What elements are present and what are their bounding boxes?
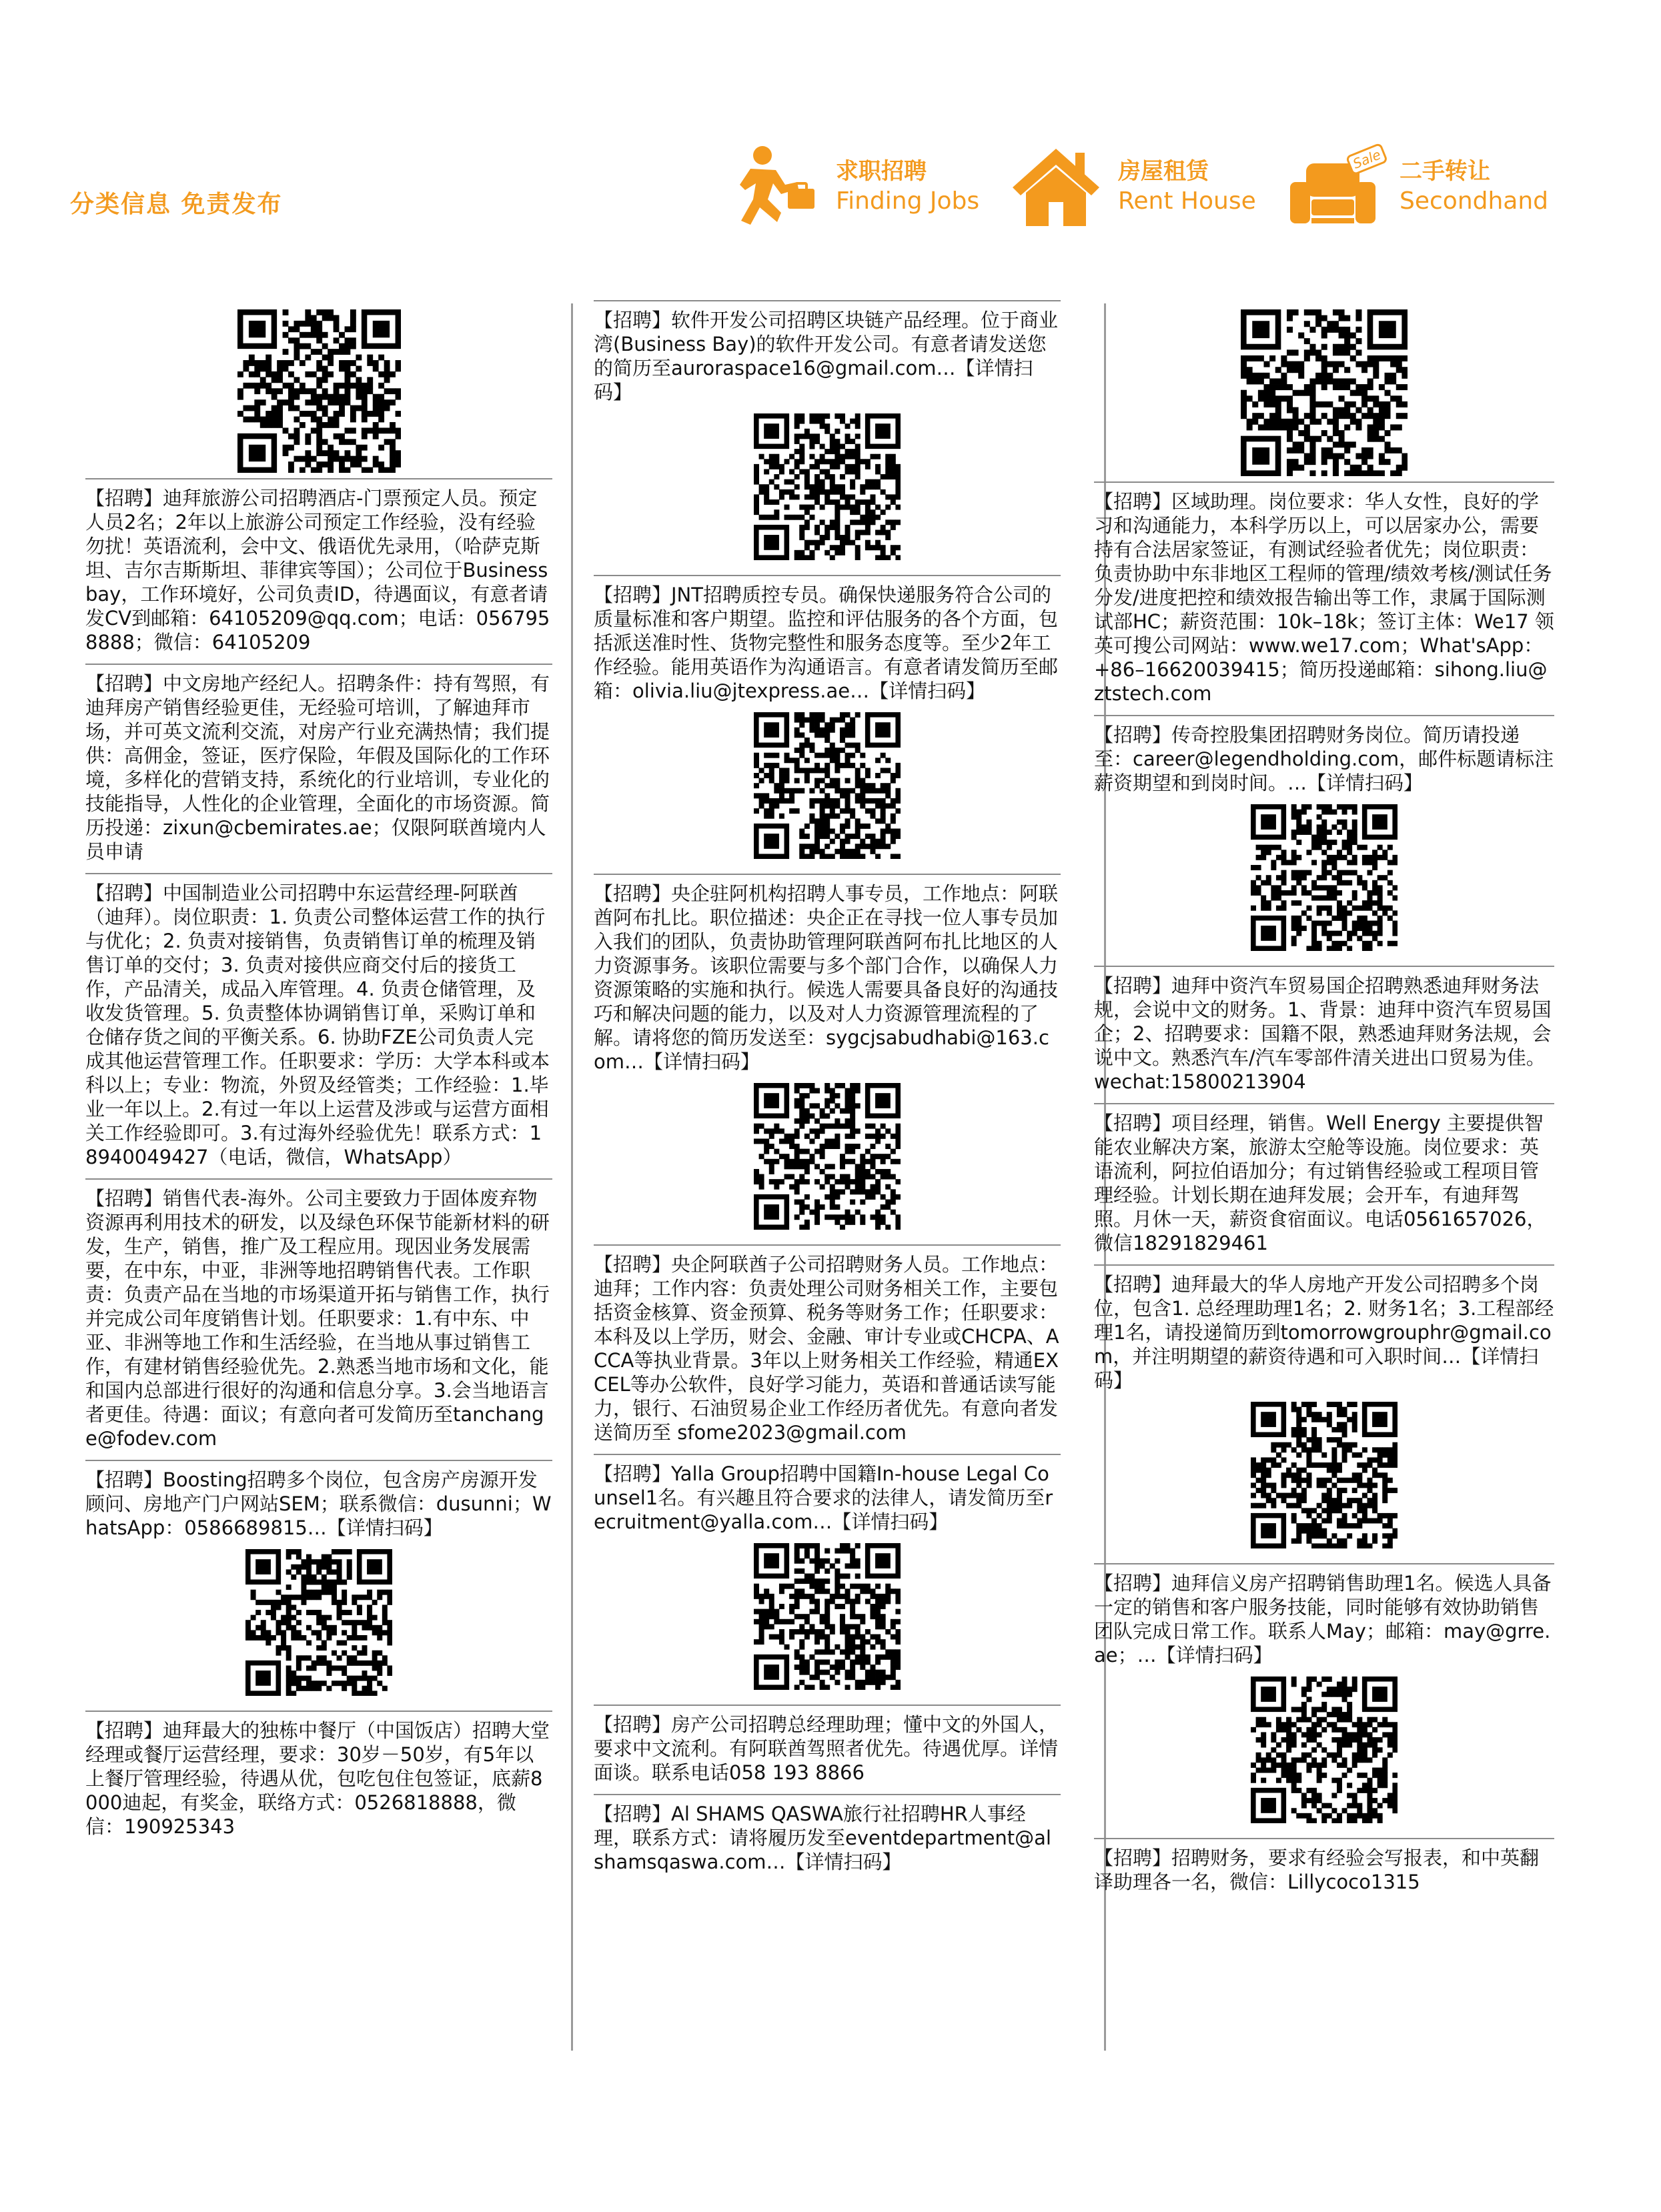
qr-code-icon[interactable] bbox=[754, 413, 901, 560]
qr-code-icon[interactable] bbox=[245, 1549, 392, 1696]
classified-ad bbox=[1094, 1103, 1554, 1264]
ad-text: 【招聘】项目经理，销售。Well Energy 主要提供智能农业解决方案，旅游太空舱等设施。岗位要求：英语流利，阿拉伯语加分；有过销售经验或工程项目管理经验。计划长期在迪拜发展；会开车，有迪拜驾照。月休一天，薪资食宿面议。电话0561657026，微信18291829461 bbox=[1094, 1112, 1546, 1254]
classified-ad bbox=[594, 1794, 1061, 1883]
qr-code-icon[interactable] bbox=[754, 1083, 901, 1230]
ad-separator bbox=[85, 1711, 552, 1712]
ad-text: 【招聘】央企驻阿机构招聘人事专员，工作地点：阿联酋阿布扎比。职位描述：央企正在寻找一位人事专员加入我们的团队，负责协助管理阿联酋阿布扎比地区的人力资源事务。该职位需要与多个部门合作，以确保人力资源策略的实施和执行。候选人需要具备良好的沟通技巧和解决问题的能力，以及对人力资源管理流程的了解。请将您的简历发送至：sygcjsabudhabi@163.com…【详情扫码】 bbox=[594, 882, 1059, 1073]
ad-separator bbox=[594, 1705, 1061, 1706]
category-secondhand[interactable] bbox=[1287, 143, 1548, 230]
ad-text: 【招聘】中国制造业公司招聘中东运营经理-阿联酋（迪拜）。岗位职责：1. 负责公司整体运营工作的执行与优化；2. 负责对接销售，负责销售订单的梳理及销售订单的交付；3. 负责对接供应商交付后的接货工作，产品清关，成品入库管理。4. 负责仓储管理，及收发货管理。5. 负责整体协调销售订单，采购订单和仓储存货之间的平衡关系。6. 协助FZE公司负责人完成其他运营管理工作。任职要求：学历：大学本科或本科以上；专业：物流，外贸及经管类；工作经验：1.毕业一年以上。2.有过一年以上运营及涉或与运营方面相关工作经验即可。3.有过海外经验优先！联系方式：18940049427（电话，微信，WhatsApp） bbox=[85, 882, 550, 1168]
classified-ad bbox=[1094, 1264, 1554, 1563]
ad-separator bbox=[1094, 1103, 1554, 1104]
category-label-zh: 求职招聘 bbox=[836, 158, 927, 185]
classified-ad bbox=[85, 1711, 552, 1848]
column-divider bbox=[571, 303, 573, 2051]
ad-separator bbox=[85, 664, 552, 665]
ad-separator bbox=[594, 575, 1061, 576]
classified-ad bbox=[1094, 1563, 1554, 1838]
ad-text: 【招聘】销售代表-海外。公司主要致力于固体废弃物资源再利用技术的研发，以及绿色环保节能新材料的研发，生产，销售，推广及工程应用。现因业务发展需要，在中东，中亚，非洲等地招聘销售代表。工作职责：负责产品在当地的市场渠道开拓与销售工作，执行并完成公司年度销售计划。任职要求：1.有中东、中亚、非洲等地工作和生活经验，在当地从事过销售工作，有建材销售经验优先。2.熟悉当地市场和文化，能和国内总部进行很好的沟通和信息分享。3.会当地语言者更佳。待遇：面议；有意向者可发简历至tanchange@fodev.com bbox=[85, 1187, 550, 1450]
ad-separator bbox=[1094, 1563, 1554, 1564]
category-label-zh: 房屋租赁 bbox=[1118, 158, 1209, 185]
ad-text: 【招聘】迪拜最大的独栋中餐厅（中国饭店）招聘大堂经理或餐厅运营经理，要求：30岁－50岁，有5年以上餐厅管理经验，待遇从优，包吃包住包签证，底薪8000迪起，有奖金，联络方式：0526818888，微信：190925343 bbox=[85, 1719, 550, 1838]
running-man-briefcase-icon bbox=[724, 143, 824, 230]
classified-ad bbox=[1094, 966, 1554, 1103]
ad-text: 【招聘】央企阿联酋子公司招聘财务人员。工作地点：迪拜；工作内容：负责处理公司财务相关工作，主要包括资金核算、资金预算、税务等财务工作；任职要求：本科及以上学历，财会、金融、审计专业或CHCPA、ACCA等执业背景。3年以上财务相关工作经验，精通EXCEL等办公软件，良好学习能力，英语和普通话读写能力，银行、石油贸易企业工作经历者优先。有意向者发送简历至 sfome2023@gmail.com bbox=[594, 1253, 1059, 1444]
ad-separator bbox=[594, 300, 1061, 301]
classified-ad bbox=[594, 1244, 1061, 1454]
ads-column-1 bbox=[85, 300, 552, 1848]
ad-text: 【招聘】迪拜旅游公司招聘酒店-门票预定人员。预定人员2名；2年以上旅游公司预定工作经验，没有经验勿扰！英语流利，会中文、俄语优先录用，（哈萨克斯坦、吉尔吉斯斯坦、菲律宾等国）；公司位于Business bay，工作环境好，公司负责ID，待遇面议，有意者请发CV到邮箱：64105209@qq.com；电话：0567958888；微信：64105209 bbox=[85, 487, 554, 654]
category-label-en: Finding Jobs bbox=[836, 187, 980, 215]
ad-separator bbox=[85, 1460, 552, 1461]
ad-text: 【招聘】迪拜最大的华人房地产开发公司招聘多个岗位，包含1. 总经理助理1名；2. 财务1名；3.工程部经理1名，请投递简历到tomorrowgrouphr@gmail.com，并注明期望的薪资待遇和可入职时间…【详情扫码】 bbox=[1094, 1273, 1554, 1392]
ad-separator bbox=[85, 1178, 552, 1180]
classified-ad bbox=[594, 1705, 1061, 1794]
qr-code-icon[interactable] bbox=[1251, 804, 1398, 951]
classified-ad bbox=[1094, 715, 1554, 966]
ad-separator bbox=[1094, 966, 1554, 967]
house-icon bbox=[1006, 143, 1106, 230]
classified-ad bbox=[1094, 1838, 1554, 1903]
ad-text: 【招聘】Al SHAMS QASWA旅行社招聘HR人事经理，联系方式：请将履历发至eventdepartment@alshamsqaswa.com…【详情扫码】 bbox=[594, 1803, 1051, 1873]
sale-badge-text: Sale bbox=[1350, 146, 1383, 172]
classified-ad bbox=[85, 664, 552, 873]
classified-ad bbox=[85, 1460, 552, 1711]
classified-ad bbox=[1094, 481, 1554, 715]
qr-code-icon[interactable] bbox=[1251, 1677, 1398, 1823]
ad-separator bbox=[1094, 715, 1554, 716]
ad-separator bbox=[594, 1794, 1061, 1795]
ad-text: 【招聘】软件开发公司招聘区块链产品经理。位于商业湾(Business Bay)的软件开发公司。有意者请发送您的简历至auroraspace16@gmail.com…【详情扫码】 bbox=[594, 309, 1059, 403]
ad-text: 【招聘】房产公司招聘总经理助理；懂中文的外国人，要求中文流利。有阿联酋驾照者优先。待遇优厚。详情面谈。联系电话058 193 8866 bbox=[594, 1713, 1059, 1784]
category-label-en: Rent House bbox=[1118, 187, 1256, 215]
classified-ad bbox=[85, 478, 552, 664]
ad-text: 【招聘】Boosting招聘多个岗位，包含房产房源开发顾问、房地产门户网站SEM；联系微信：dusunni；WhatsApp：0586689815…【详情扫码】 bbox=[85, 1468, 552, 1539]
ad-text: 【招聘】JNT招聘质控专员。确保快递服务符合公司的质量标准和客户期望。监控和评估服务的各个方面，包括派送准时性、货物完整性和服务态度等。至少2年工作经验。能用英语作为沟通语言。有意者请发简历至邮箱：olivia.liu@jtexpress.ae…【详情扫码】 bbox=[594, 584, 1059, 702]
classified-ad bbox=[594, 874, 1061, 1244]
ads-column-3 bbox=[1094, 300, 1554, 1903]
ad-text: 【招聘】区域助理。岗位要求：华人女性，良好的学习和沟通能力，本科学历以上，可以居家办公，需要持有合法居家签证，有测试经验者优先；岗位职责：负责协助中东非地区工程师的管理/绩效考核/测试任务分发/进度把控和绩效报告输出等工作，隶属于国际测试部HC；薪资范围：10k–18k；签订主体：We17 领英可搜公司网站：www.we17.com；What'sApp：+86–16620039415；简历投递邮箱：sihong.liu@ztstech.com bbox=[1094, 490, 1554, 705]
qr-code-icon[interactable] bbox=[1251, 1402, 1398, 1548]
ad-text: 【招聘】迪拜信义房产招聘销售助理1名。候选人具备一定的销售和客户服务技能，同时能够有效协助销售团队完成日常工作。联系人May；邮箱：may@grre.ae；…【详情扫码】 bbox=[1094, 1572, 1552, 1667]
category-label-en: Secondhand bbox=[1400, 187, 1549, 215]
qr-code-icon[interactable] bbox=[754, 1543, 901, 1690]
ad-text: 【招聘】迪拜中资汽车贸易国企招聘熟悉迪拜财务法规，会说中文的财务。1、背景：迪拜中资汽车贸易国企；2、招聘要求：国籍不限，熟悉迪拜财务法规，会说中文。熟悉汽车/汽车零部件清关进出口贸易为佳。wechat:15800213904 bbox=[1094, 974, 1552, 1093]
ad-separator bbox=[594, 874, 1061, 875]
qr-code-icon[interactable] bbox=[754, 712, 901, 859]
ad-separator bbox=[85, 478, 552, 479]
ad-separator bbox=[594, 1244, 1061, 1246]
ad-separator bbox=[1094, 1264, 1554, 1266]
sofa-sale-icon bbox=[1287, 143, 1388, 230]
classified-ad bbox=[85, 1178, 552, 1460]
category-finding-jobs[interactable] bbox=[724, 143, 979, 230]
classified-ad bbox=[85, 873, 552, 1178]
header-slogan: 分类信息 免责发布 bbox=[70, 191, 283, 218]
ad-text: 【招聘】招聘财务，要求有经验会写报表，和中英翻译助理各一名，微信：Lillycoco1315 bbox=[1094, 1847, 1540, 1893]
classified-ad bbox=[594, 1454, 1061, 1705]
ad-text: 【招聘】Yalla Group招聘中国籍In-house Legal Counsel1名。有兴趣且符合要求的法律人，请发简历至recruitment@yalla.com…【详情扫码】 bbox=[594, 1462, 1053, 1533]
category-rent-house[interactable] bbox=[1006, 143, 1256, 230]
classified-ad bbox=[594, 300, 1061, 575]
classified-ad bbox=[594, 575, 1061, 874]
ad-separator bbox=[85, 873, 552, 874]
ad-separator bbox=[594, 1454, 1061, 1455]
category-label-zh: 二手转让 bbox=[1400, 158, 1490, 185]
qr-code-icon[interactable] bbox=[237, 309, 401, 473]
ad-text: 【招聘】传奇控股集团招聘财务岗位。简历请投递至：career@legendholding.com，邮件标题请标注薪资期望和到岗时间。…【详情扫码】 bbox=[1094, 724, 1554, 794]
ad-text: 【招聘】中文房地产经纪人。招聘条件：持有驾照，有迪拜房产销售经验更佳，无经验可培训，了解迪拜市场，并可英文流利交流，对房产行业充满热情；我们提供：高佣金，签证，医疗保险，年假及国际化的工作环境，多样化的营销支持，系统化的行业培训，专业化的技能指导，人性化的企业管理，全面化的市场资源。简历投递：zixun@cbemirates.ae；仅限阿联酋境内人员申请 bbox=[85, 672, 550, 863]
ad-separator bbox=[1094, 1838, 1554, 1839]
ads-column-2 bbox=[594, 300, 1061, 1883]
qr-code-icon[interactable] bbox=[1241, 309, 1408, 476]
ad-separator bbox=[1094, 481, 1554, 483]
